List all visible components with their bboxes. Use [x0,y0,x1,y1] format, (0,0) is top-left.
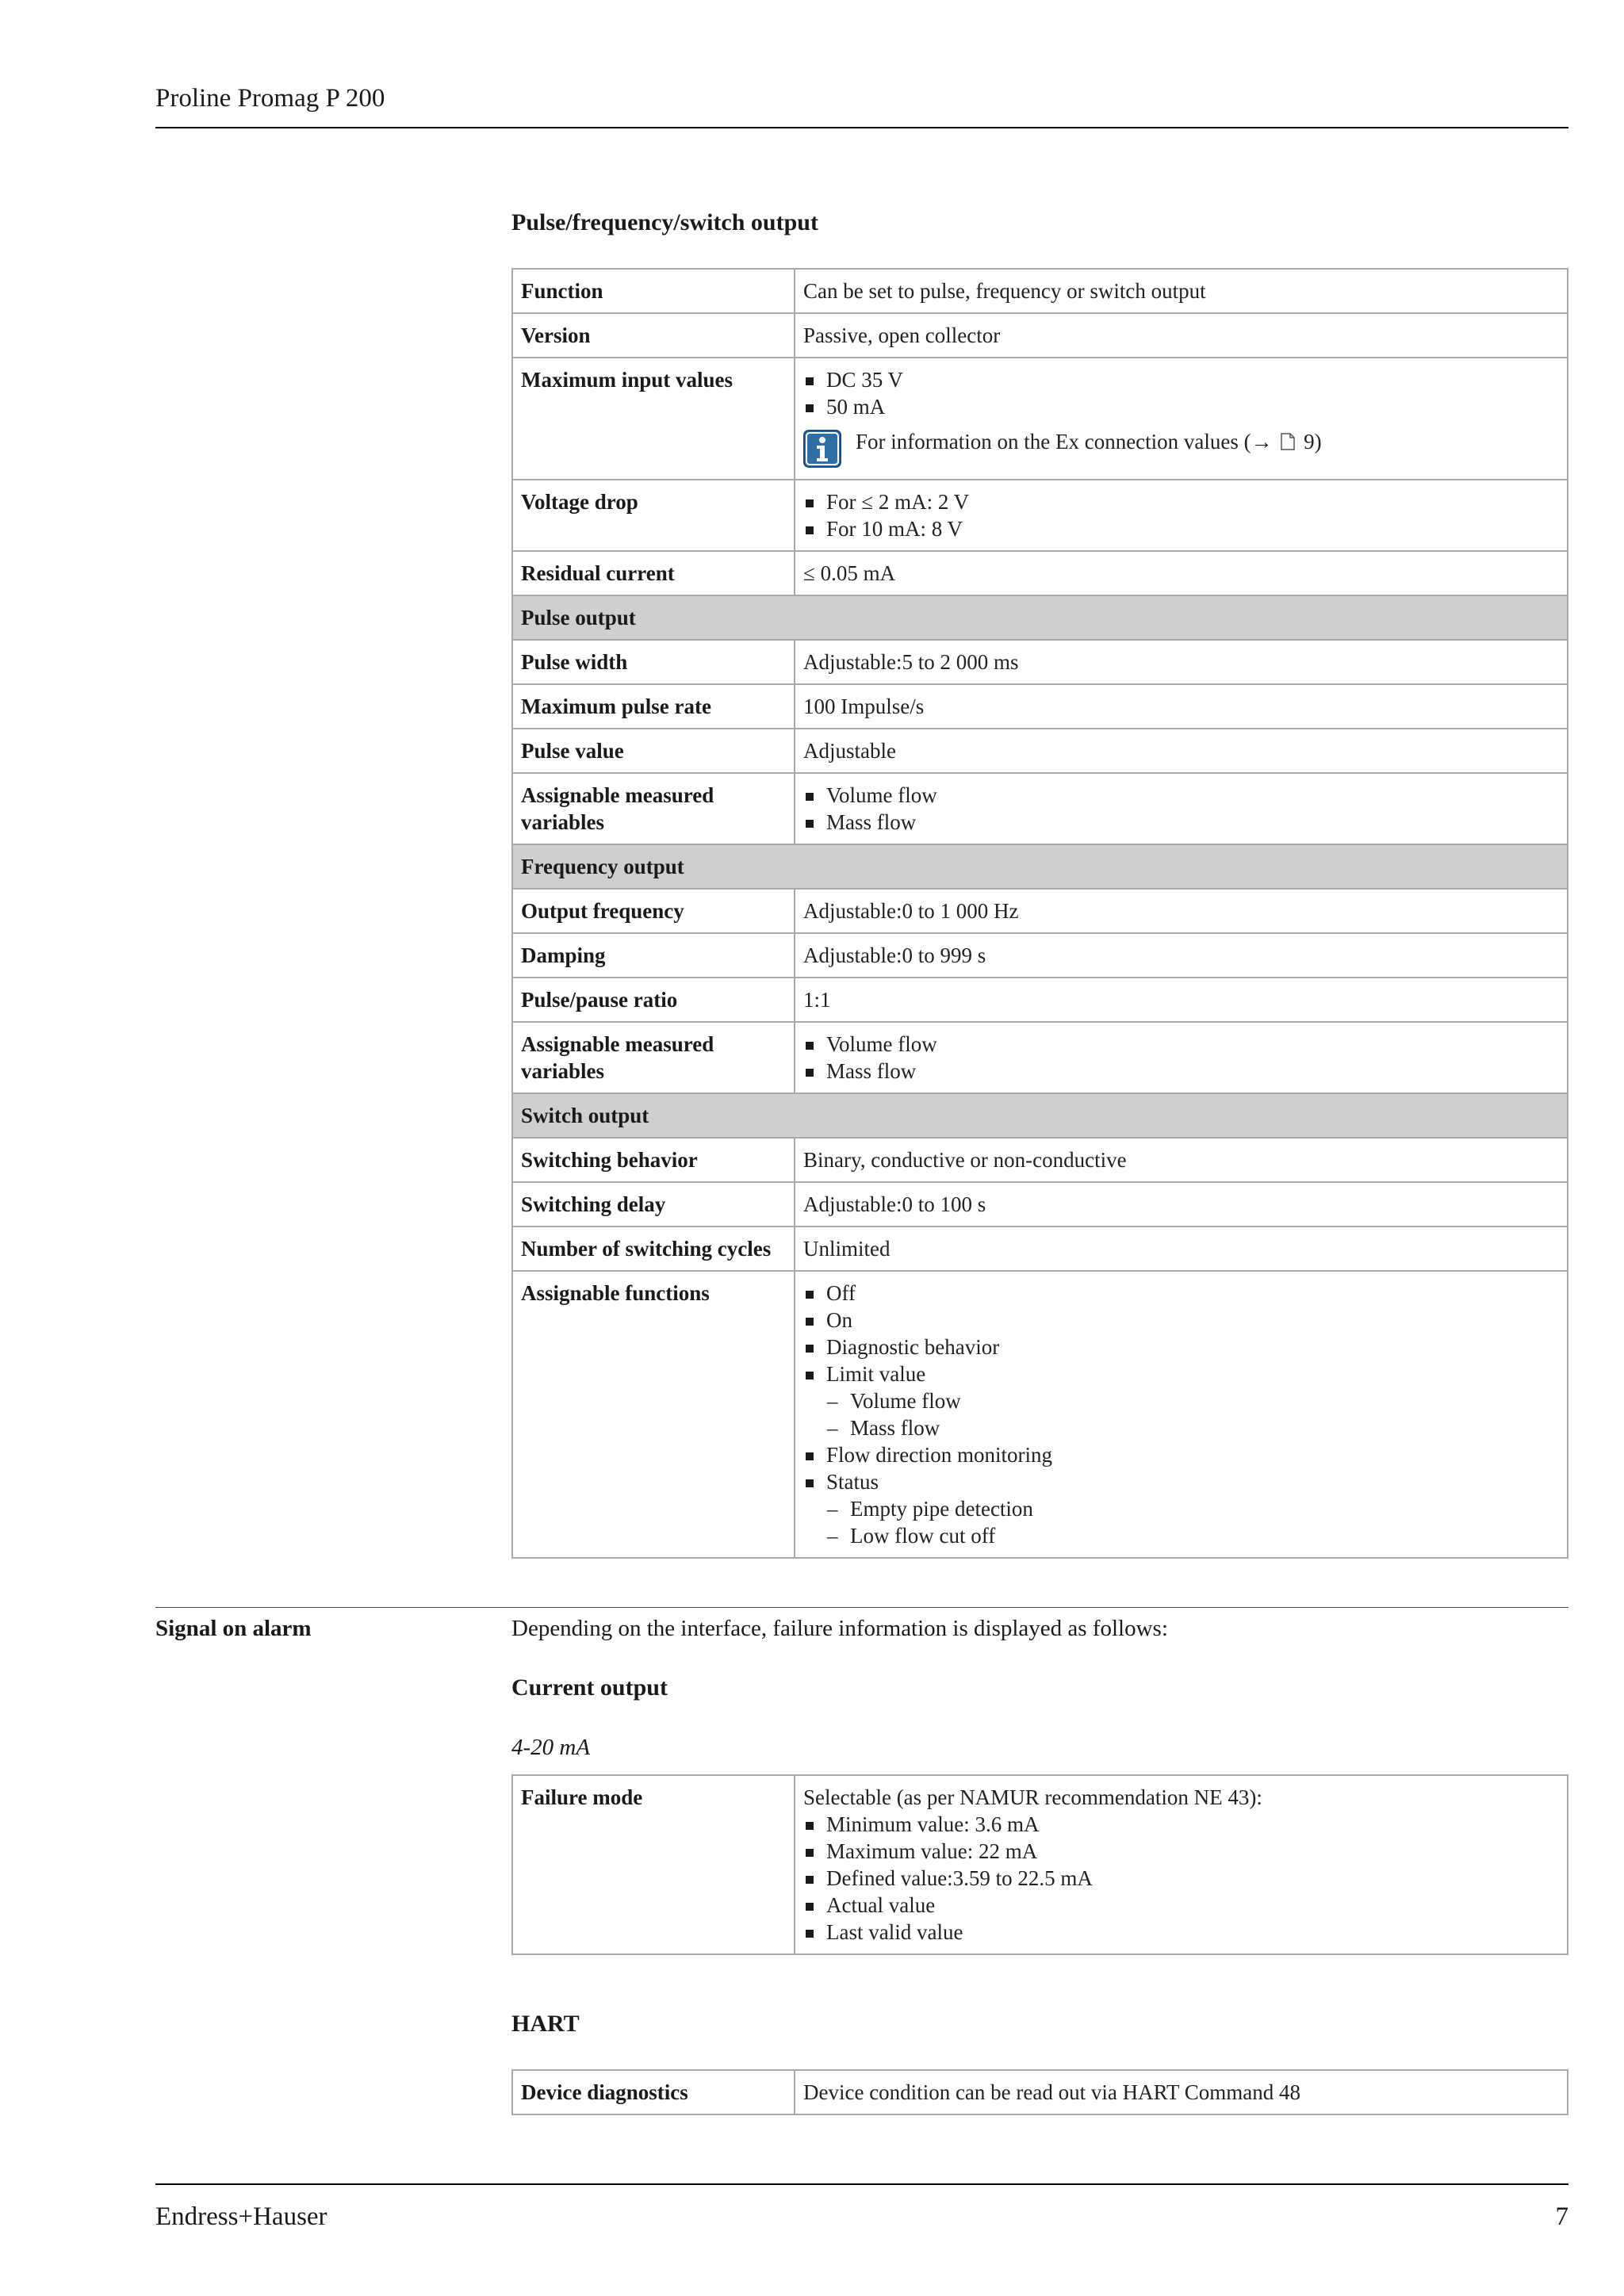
row-label: Failure mode [512,1775,795,1954]
table-row [512,1138,1568,1182]
list-item: Flow direction monitoring [803,1441,1559,1468]
group-row [512,1093,1568,1138]
sub-list-item: – Volume flow [826,1387,1559,1414]
row-label: Number of switching cycles [512,1226,795,1271]
row-value: 100 Impulse/s [795,684,1568,729]
row-value: Can be set to pulse, frequency or switch output [795,269,1568,313]
row-value [795,773,1568,844]
row-label: Maximum pulse rate [512,684,795,729]
page-reference-icon [1281,433,1295,450]
list-item: 50 mA [803,393,1559,420]
table-row [512,1226,1568,1271]
list-item: DC 35 V [803,366,1559,393]
list-item: Mass flow [803,809,1559,836]
page-header-title: Proline Promag P 200 [155,84,385,113]
list-item-label: Limit value [826,1362,926,1386]
group-label: Frequency output [512,844,1568,889]
row-label: Device diagnostics [512,2070,795,2114]
row-value [795,358,1568,480]
table-row [512,684,1568,729]
group-label: Switch output [512,1093,1568,1138]
table-row [512,551,1568,595]
failure-intro: Selectable (as per NAMUR recommendation NE 43): [803,1785,1262,1809]
row-value: Adjustable:0 to 100 s [795,1182,1568,1226]
row-value: Adjustable:0 to 999 s [795,933,1568,978]
signal-on-alarm-label: Signal on alarm [155,1616,312,1641]
row-label: Voltage drop [512,480,795,551]
row-value: Adjustable [795,729,1568,773]
row-label: Switching delay [512,1182,795,1226]
group-label: Pulse output [512,595,1568,640]
failure-table [511,1774,1568,1955]
row-label: Function [512,269,795,313]
row-label: Damping [512,933,795,978]
table-row [512,978,1568,1022]
list-item: Defined value:3.59 to 22.5 mA [803,1865,1559,1892]
info-note-text: For information on the Ex connection values (→ [856,430,1273,453]
table-row [512,1182,1568,1226]
sub-list-item: – Empty pipe detection [826,1495,1559,1522]
row-value: 1:1 [795,978,1568,1022]
current-output-subtitle: 4-20 mA [511,1735,591,1760]
list-item: Volume flow [803,782,1559,809]
row-label: Output frequency [512,889,795,933]
list-item [803,1360,1559,1441]
section-title-pfs: Pulse/frequency/switch output [511,209,818,235]
table-row [512,269,1568,313]
list-item: Last valid value [803,1919,1559,1946]
table-row [512,1022,1568,1093]
row-label: Assignable functions [512,1271,795,1558]
row-label: Switching behavior [512,1138,795,1182]
list-item: On [803,1307,1559,1334]
row-label: Residual current [512,551,795,595]
row-value: Adjustable:0 to 1 000 Hz [795,889,1568,933]
failure-table-wrap [511,1774,1568,1955]
row-value: Binary, conductive or non-conductive [795,1138,1568,1182]
table-row [512,358,1568,480]
table-row [512,933,1568,978]
row-label: Pulse value [512,729,795,773]
row-label: Pulse/pause ratio [512,978,795,1022]
list-item: Diagnostic behavior [803,1334,1559,1360]
row-value: Unlimited [795,1226,1568,1271]
table-row [512,313,1568,358]
footer-company: Endress+Hauser [155,2202,327,2231]
current-output-title: Current output [511,1674,668,1701]
row-label: Version [512,313,795,358]
table-row [512,480,1568,551]
pfs-table-wrap [511,268,1568,1559]
info-icon [803,430,841,468]
row-value [795,1022,1568,1093]
list-item: Volume flow [803,1031,1559,1058]
row-label: Assignable measured variables [512,1022,795,1093]
info-note-page: 9) [1304,430,1322,453]
list-item-label: Status [826,1470,879,1494]
page-number: 7 [1555,2202,1568,2231]
row-label: Pulse width [512,640,795,684]
row-value: ≤ 0.05 mA [795,551,1568,595]
row-value: Device condition can be read out via HART Command 48 [795,2070,1568,2114]
group-row [512,595,1568,640]
sub-list-item: – Mass flow [826,1414,1559,1441]
table-row [512,640,1568,684]
section-rule [155,1607,1568,1608]
list-item: Maximum value: 22 mA [803,1838,1559,1865]
table-row [512,729,1568,773]
row-value [795,480,1568,551]
list-item [803,1468,1559,1549]
header-rule [155,127,1568,128]
list-item: For 10 mA: 8 V [803,515,1559,542]
row-value: Adjustable:5 to 2 000 ms [795,640,1568,684]
table-row [512,773,1568,844]
hart-table [511,2069,1568,2115]
table-row [512,2070,1568,2114]
row-label: Maximum input values [512,358,795,480]
hart-table-wrap [511,2069,1568,2115]
row-value [795,1775,1568,1954]
row-value [795,1271,1568,1558]
list-item: Off [803,1280,1559,1307]
alarm-intro: Depending on the interface, failure information is displayed as follows: [511,1616,1168,1641]
footer-rule [155,2183,1568,2185]
list-item: For ≤ 2 mA: 2 V [803,488,1559,515]
group-row [512,844,1568,889]
info-note [803,428,1559,468]
row-value: Passive, open collector [795,313,1568,358]
table-row [512,889,1568,933]
list-item: Mass flow [803,1058,1559,1085]
hart-title: HART [511,2011,580,2037]
table-row [512,1271,1568,1558]
table-row [512,1775,1568,1954]
list-item: Minimum value: 3.6 mA [803,1811,1559,1838]
pfs-table [511,268,1568,1559]
sub-list-item: – Low flow cut off [826,1522,1559,1549]
list-item: Actual value [803,1892,1559,1919]
row-label: Assignable measured variables [512,773,795,844]
